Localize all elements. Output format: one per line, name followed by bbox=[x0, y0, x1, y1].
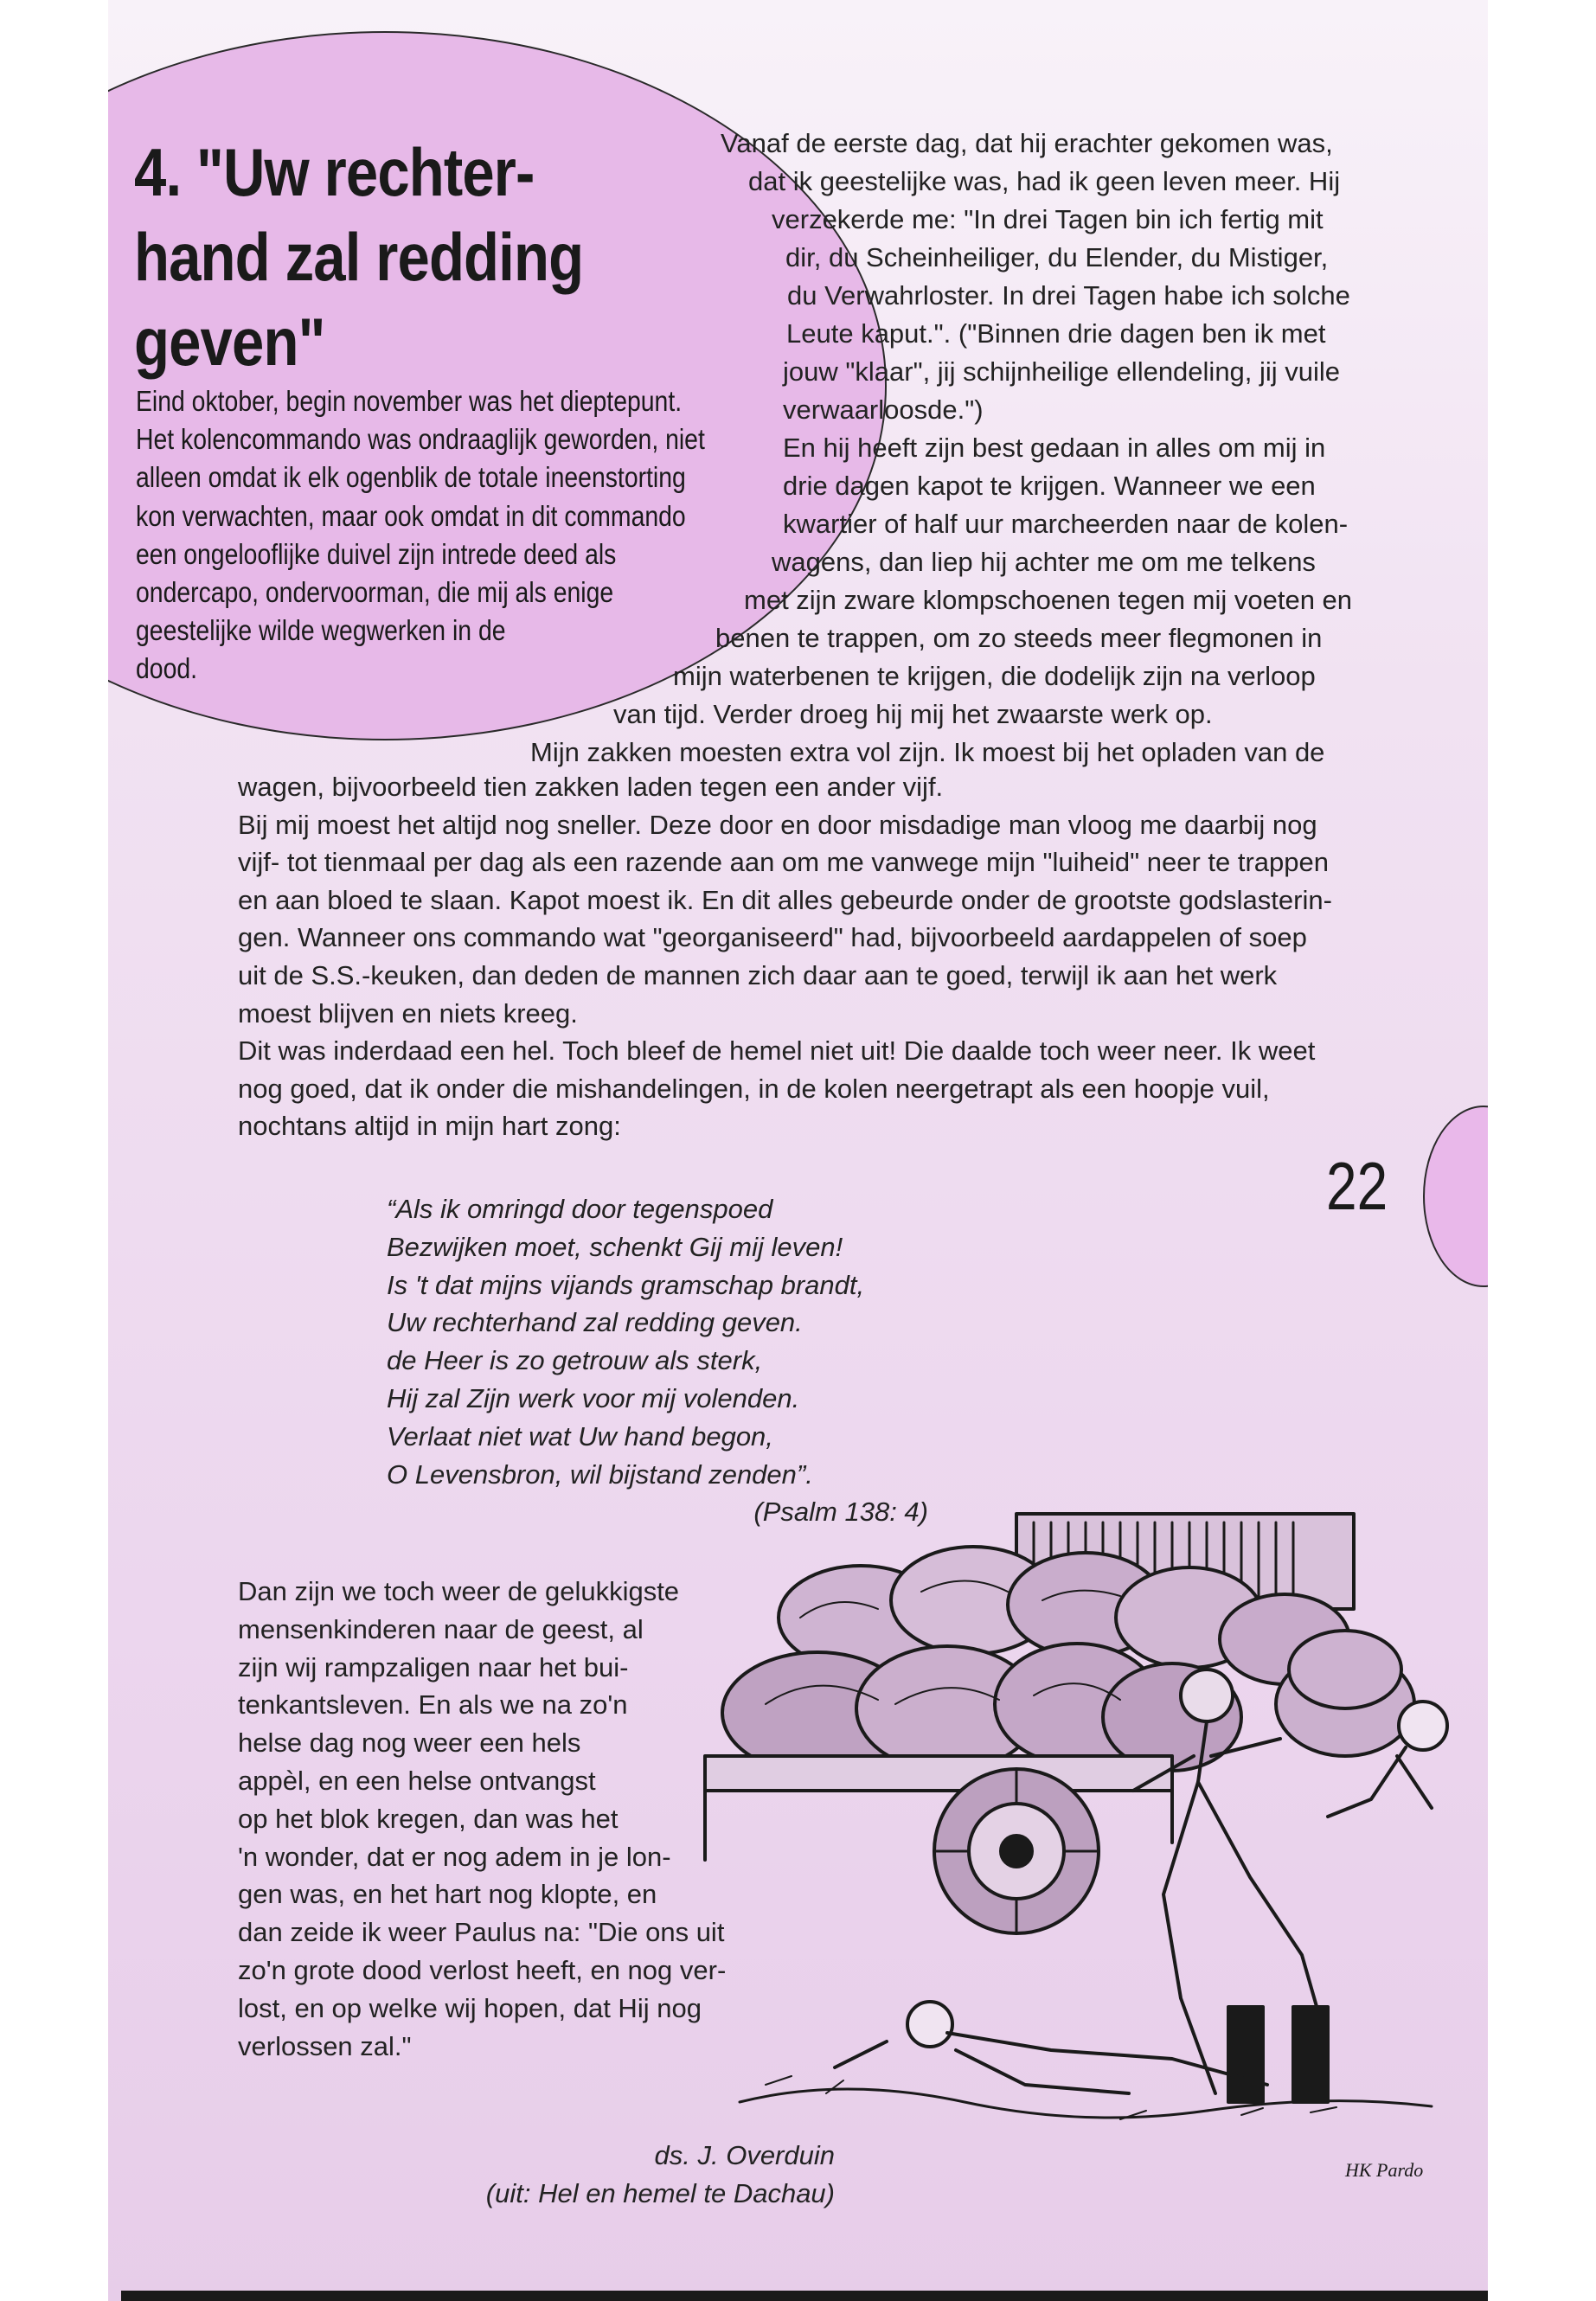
body-line: uit de S.S.-keuken, dan deden de mannen zich daar aan te goed, terwijl ik aan het werk bbox=[238, 959, 1278, 990]
right-column-line: kwartier of half uur marcheerden naar de kolen- bbox=[783, 509, 1349, 539]
coal-wagon-illustration bbox=[688, 1497, 1484, 2206]
body-paragraph bbox=[238, 768, 1432, 1145]
intro-paragraph bbox=[136, 382, 705, 689]
intro-line: Eind oktober, begin november was het dieptepunt. bbox=[136, 385, 683, 417]
right-column-line: Mijn zakken moesten extra vol zijn. Ik moest bij het opladen van de bbox=[530, 737, 1325, 767]
body-line: en aan bloed te slaan. Kapot moest ik. En dit alles gebeurde onder de grootste godslasterin- bbox=[238, 884, 1332, 915]
closing-line: appèl, en een helse ontvangst bbox=[238, 1765, 596, 1796]
psalm-reference: (Psalm 138: 4) bbox=[753, 1497, 928, 1528]
poem-line: Bezwijken moet, schenkt Gij mij leven! bbox=[387, 1231, 843, 1262]
intro-line: dood. bbox=[136, 652, 198, 685]
body-line: moest blijven en niets kreeg. bbox=[238, 997, 578, 1029]
body-line: gen. Wanneer ons commando wat "georganiseerd" had, bijvoorbeeld aardappelen of soep bbox=[238, 922, 1307, 953]
right-column-line: jouw "klaar", jij schijnheilige ellendeling, jij vuile bbox=[783, 356, 1341, 387]
poem-line: de Heer is zo getrouw als sterk, bbox=[387, 1345, 763, 1376]
right-column-line: Vanaf de eerste dag, dat hij erachter gekomen was, bbox=[721, 128, 1333, 158]
right-column-line: mijn waterbenen te krijgen, die dodelijk zijn na verloop bbox=[673, 661, 1316, 691]
right-column-line: van tijd. Verder droeg hij mij het zwaarste werk op. bbox=[613, 699, 1213, 729]
intro-line: ondercapo, ondervoorman, die mij als enige bbox=[136, 576, 614, 609]
intro-line: Het kolencommando was ondraaglijk geworden, niet bbox=[136, 423, 705, 456]
source-citation: (uit: Hel en hemel te Dachau) bbox=[485, 2178, 835, 2208]
right-column-line: met zijn zware klompschoenen tegen mij voeten en bbox=[744, 585, 1353, 615]
closing-line: Dan zijn we toch weer de gelukkigste bbox=[238, 1576, 680, 1606]
body-line: Bij mij moest het altijd nog sneller. Deze door en door misdadige man vloog me daarbij nog bbox=[238, 809, 1317, 840]
intro-line: kon verwachten, maar ook omdat in dit commando bbox=[136, 499, 686, 532]
closing-line: op het blok kregen, dan was het bbox=[238, 1803, 619, 1834]
chapter-heading bbox=[134, 130, 655, 384]
intro-line: geestelijke wilde wegwerken in de bbox=[136, 614, 506, 647]
right-column-line: du Verwahrloster. In drei Tagen habe ich solche bbox=[787, 280, 1350, 311]
poem-line: Hij zal Zijn werk voor mij volenden. bbox=[387, 1382, 800, 1413]
book-page bbox=[108, 0, 1488, 2301]
closing-line: dan zeide ik weer Paulus na: "Die ons uit bbox=[238, 1917, 725, 1948]
page-number: 22 bbox=[1326, 1148, 1388, 1224]
author-name: ds. J. Overduin bbox=[654, 2140, 835, 2170]
body-line: wagen, bijvoorbeeld tien zakken laden tegen een ander vijf. bbox=[238, 772, 944, 802]
body-line: Dit was inderdaad een hel. Toch bleef de hemel niet uit! Die daalde toch weer neer. Ik weet bbox=[238, 1035, 1316, 1067]
closing-line: zo'n grote dood verlost heeft, en nog ver- bbox=[238, 1954, 727, 1985]
right-column-line: verwaarloosde.") bbox=[783, 394, 984, 425]
body-line: nog goed, dat ik onder die mishandelingen, in de kolen neergetrapt als een hoopje vuil, bbox=[238, 1073, 1270, 1104]
psalm-quote bbox=[387, 1190, 928, 1531]
right-column-line: wagens, dan liep hij achter me om me telkens bbox=[772, 547, 1316, 577]
closing-line: tenkantsleven. En als we na zo'n bbox=[238, 1689, 628, 1721]
right-column-line: Leute kaput.". ("Binnen drie dagen ben ik met bbox=[786, 318, 1326, 349]
heading-line: geven" bbox=[134, 304, 325, 380]
closing-line: mensenkinderen naar de geest, al bbox=[238, 1613, 644, 1644]
right-column-line: dat ik geestelijke was, had ik geen leven meer. Hij bbox=[748, 166, 1341, 196]
intro-line: een ongelooflijke duivel zijn intrede deed als bbox=[136, 537, 617, 570]
page-number-tab bbox=[1423, 1106, 1488, 1287]
right-column-line: drie dagen kapot te krijgen. Wanneer we een bbox=[783, 471, 1316, 501]
closing-line: gen was, en het hart nog klopte, en bbox=[238, 1879, 657, 1910]
closing-line: lost, en op welke wij hopen, dat Hij nog bbox=[238, 1992, 702, 2023]
right-column-line: benen te trappen, om zo steeds meer flegmonen in bbox=[715, 623, 1323, 653]
poem-line: Uw rechterhand zal redding geven. bbox=[387, 1307, 803, 1338]
right-column-line: dir, du Scheinheiliger, du Elender, du Mistiger, bbox=[785, 242, 1329, 272]
poem-line: “Als ik omringd door tegenspoed bbox=[387, 1194, 773, 1224]
poem-line: Is 't dat mijns vijands gramschap brandt, bbox=[387, 1269, 865, 1300]
closing-line: zijn wij rampzaligen naar het bui- bbox=[238, 1651, 629, 1682]
closing-line: helse dag nog weer een hels bbox=[238, 1727, 581, 1759]
intro-line: alleen omdat ik elk ogenblik de totale ineenstorting bbox=[136, 461, 686, 494]
poem-line: Verlaat niet wat Uw hand begon, bbox=[387, 1420, 773, 1452]
body-line: nochtans altijd in mijn hart zong: bbox=[238, 1111, 621, 1142]
artist-signature: HK Pardo bbox=[1345, 2159, 1424, 2181]
heading-line: 4. "Uw rechter- bbox=[134, 134, 535, 210]
right-column-line: En hij heeft zijn best gedaan in alles om mij in bbox=[783, 433, 1326, 463]
closing-line: verlossen zal." bbox=[238, 2030, 412, 2061]
closing-paragraph bbox=[238, 1573, 727, 2065]
page-bottom-edge bbox=[121, 2291, 1488, 2301]
heading-line: hand zal redding bbox=[134, 219, 584, 295]
closing-line: 'n wonder, dat er nog adem in je lon- bbox=[238, 1841, 671, 1872]
body-line: vijf- tot tienmaal per dag als een razende aan om me vanwege mijn "luiheid" neer te trappen bbox=[238, 847, 1330, 878]
poem-line: O Levensbron, wil bijstand zenden”. bbox=[387, 1458, 813, 1490]
right-column-line: verzekerde me: "In drei Tagen bin ich fertig mit bbox=[772, 204, 1324, 234]
